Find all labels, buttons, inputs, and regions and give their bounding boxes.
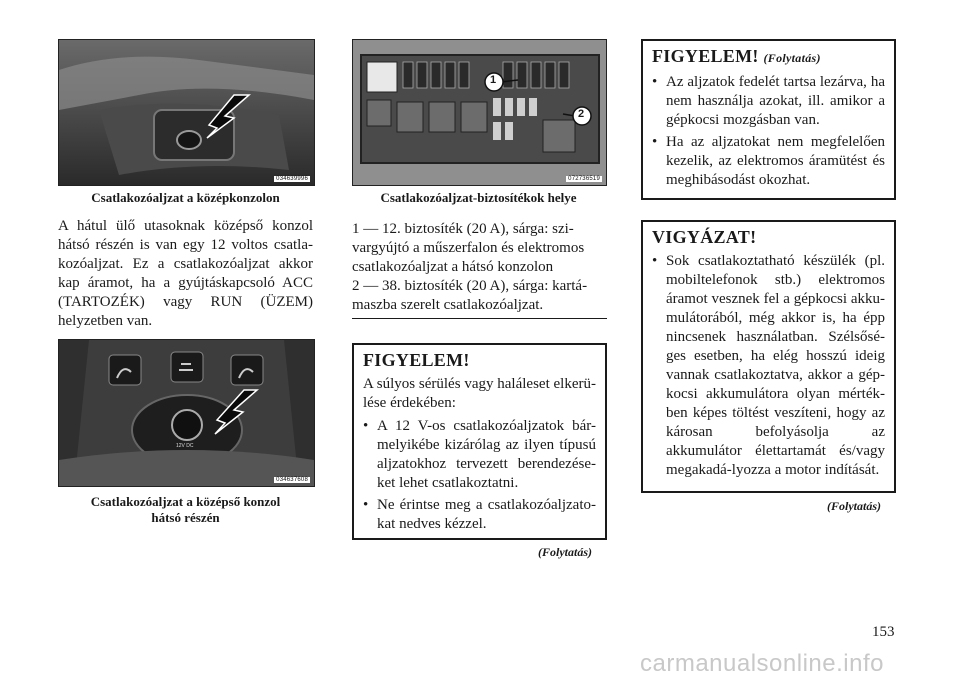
warning-intro: A súlyos sérülés vagy haláleset elkerü-lése érdekében: <box>363 376 596 411</box>
caption-line: Csatlakozóaljzat a középső konzol <box>90 494 281 509</box>
warning-box-continued <box>641 39 896 200</box>
warning-title-text: FIGYELEM! <box>652 46 759 66</box>
fuse-description <box>352 220 607 315</box>
fuse-line: 2 — 38. biztosíték (20 A), sárga: kartá- <box>352 278 588 294</box>
figure-caption: Csatlakozóaljzat-biztosítékok helye <box>380 190 577 205</box>
page-number: 153 <box>872 624 895 640</box>
warning-item: • Az aljzatok fedelét tartsa lezárva, ha nem használja azokat, ill. amikor a gépkocsi mozgásban van. <box>652 73 885 130</box>
center-console-photo <box>58 39 315 186</box>
warning-box <box>352 343 607 540</box>
warning-title <box>652 47 885 68</box>
figure-code: 034637608 <box>276 477 308 483</box>
figure-code: 072736519 <box>568 176 600 182</box>
caption-line: hátsó részén <box>151 510 220 525</box>
figure-code: 034639996 <box>276 176 308 182</box>
divider <box>352 318 607 319</box>
caution-item: • Sok csatlakoztatható készülék (pl. mobiltelefonok stb.) elektromos áramot vesznek fel a gépkocsi akku-mulátorából, még akkor is, ha épp nincsenek használatban. Szélsősé-ges esetben, ha elég hosszú ideig vannak csatlakoztatva, akkor a gép-kocsi akkumulátora olyan mérték-ben képes töltést veszíteni, hogy az károsan befolyásolja az akkumulátor élettartamát és/vagy megakadá-lyozza a motor indítását. <box>652 252 885 480</box>
fuse-line: maszba szerelt csatlakozóaljzat. <box>352 297 544 313</box>
callout-label-1: 1 <box>490 74 497 86</box>
fuse-line: csatlakozóaljzat a hátsó konzolon <box>352 259 554 275</box>
continued-note: (Folytatás) <box>538 545 592 559</box>
fuse-box-photo <box>352 39 607 186</box>
warning-item: • Ha az aljzatokat nem megfelelően kezelik, az elektromos áramütést és meghibásodást okozhat. <box>652 133 885 190</box>
left-paragraph: A hátul ülő utasoknak középső konzol hátsó részén is van egy 12 voltos csatla-kozóaljzat. Ez a csatlakozóaljzat akkor kap áramot, ha a gyújtáskapcsoló ACC (TARTOZÉK) vagy RUN (ÜZEM) helyzetben van. <box>58 218 313 329</box>
caution-title: VIGYÁZAT! <box>652 227 757 247</box>
warning-item: • A 12 V-os csatlakozóaljzatok bár-melyikébe kizárólag az ilyen típusú aljzatokhoz tervezett berendezése-ket lehet csatlakoztatni. <box>363 417 596 493</box>
caution-box <box>641 220 896 493</box>
figure-caption: Csatlakozóaljzat a középkonzolon <box>91 190 280 205</box>
watermark: carmanualsonline.info <box>640 650 884 677</box>
warning-title: FIGYELEM! <box>363 350 470 370</box>
socket-label: 12V DC <box>176 443 194 449</box>
continued-note: (Folytatás) <box>827 499 881 513</box>
warning-title-note: (Folytatás) <box>763 51 821 65</box>
warning-item: • Ne érintse meg a csatlakozóaljzato-kat nedves kézzel. <box>363 496 596 534</box>
figure-caption <box>58 494 313 526</box>
callout-label-2: 2 <box>578 108 585 120</box>
fuse-line: 1 — 12. biztosíték (20 A), sárga: szi- <box>352 221 574 237</box>
rear-console-photo <box>58 339 315 487</box>
fuse-line: vargyújtó a műszerfalon és elektromos <box>352 240 585 256</box>
